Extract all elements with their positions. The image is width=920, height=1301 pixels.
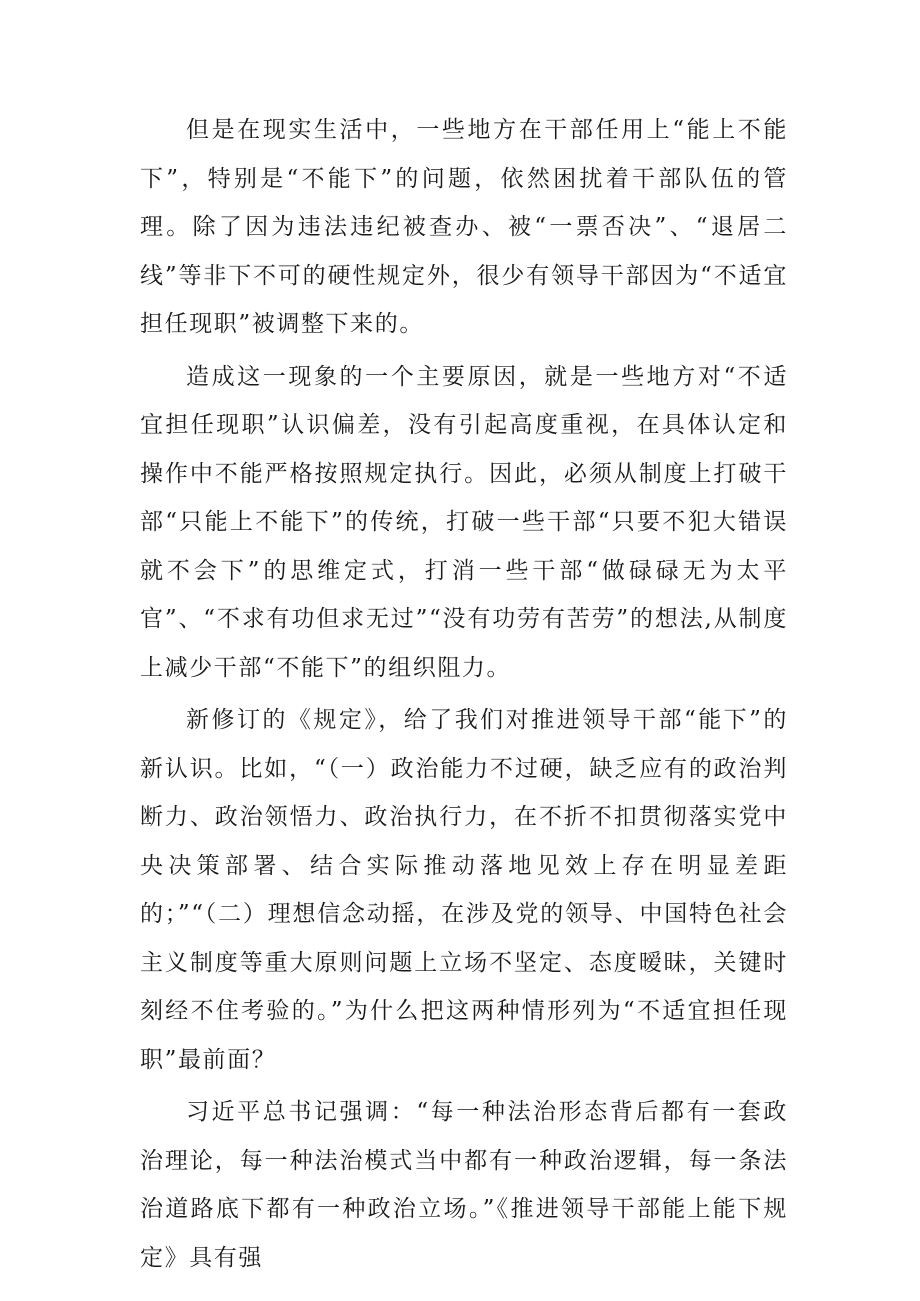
paragraph-2: 造成这一现象的一个主要原因，就是一些地方对“不适宜担任现职”认识偏差，没有引起高度重视，在具体认定和操作中不能严格按照规定执行。因此，必须从制度上打破干部“只能上不能下”的传统，打破一些干部“只要不犯大错误就不会下”的思维定式，打消一些干部“做碌碌无为太平官”、“不求有功但求无过”“没有功劳有苦劳”的想法,从制度上减少干部“不能下”的组织阻力。	[140, 363, 788, 681]
document-body	[140, 106, 788, 1286]
paragraph-4: 习近平总书记强调：“每一种法治形态背后都有一套政治理论，每一种法治模式当中都有一种政治逻辑，每一条法治道路底下都有一种政治立场。”《推进领导干部能上能下规定》具有强	[140, 1099, 788, 1271]
paragraph-3: 新修订的《规定》，给了我们对推进领导干部“能下”的新认识。比如，“（一）政治能力不过硬，缺乏应有的政治判断力、政治领悟力、政治执行力，在不折不扣贯彻落实党中央决策部署、结合实际推动落地见效上存在明显差距的；”“（二）理想信念动摇，在涉及党的领导、中国特色社会主义制度等重大原则问题上立场不坚定、态度暧昧，关键时刻经不住考验的。”为什么把这两种情形列为“不适宜担任现职”最前面？	[140, 707, 788, 1073]
paragraph-1: 但是在现实生活中，一些地方在干部任用上“能上不能下”，特别是“不能下”的问题，依然困扰着干部队伍的管理。除了因为违法违纪被查办、被“一票否决”、“退居二线”等非下不可的硬性规定外，很少有领导干部因为“不适宜担任现职”被调整下来的。	[140, 117, 788, 337]
